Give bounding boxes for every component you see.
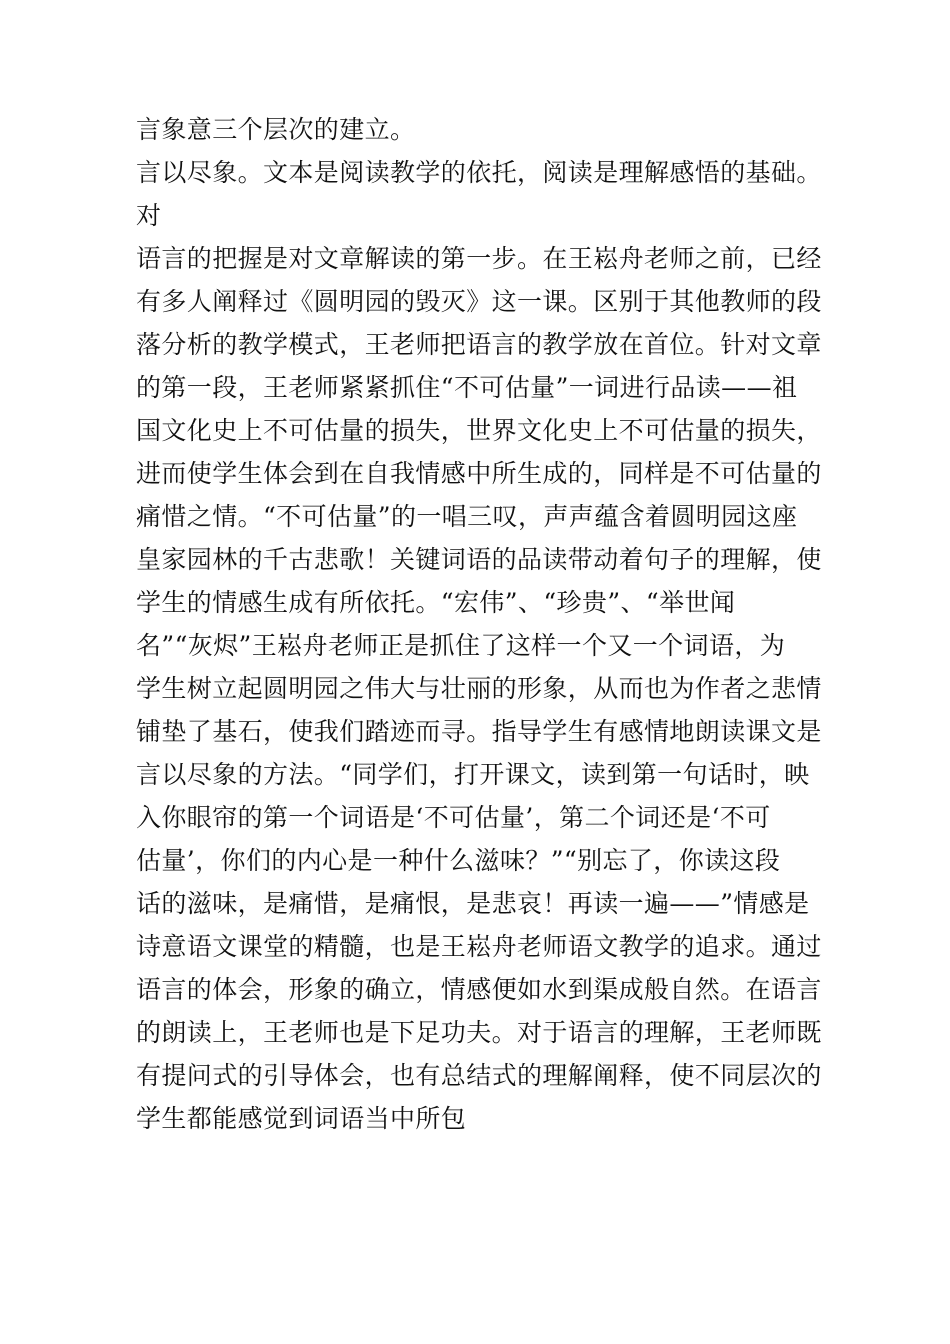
text-line: 估量’，你们的内心是一种什么滋味？”“别忘了，你读这段 [136, 846, 781, 875]
text-line: 学生的情感生成有所依托。“宏伟”、“珍贵”、“举世闻 [136, 588, 736, 617]
text-line: 入你眼帘的第一个词语是‘不可估量’，第二个词还是‘不可 [136, 803, 771, 832]
text-line: 有多人阐释过《圆明园的毁灭》这一课。区别于其他教师的段 [136, 287, 822, 316]
text-line: 落分析的教学模式，王老师把语言的教学放在首位。针对文章 [136, 330, 822, 359]
text-line: 名”“灰烬”王崧舟老师正是抓住了这样一个又一个词语，为 [136, 631, 786, 660]
text-line: 国文化史上不可估量的损失，世界文化史上不可估量的损失， [136, 416, 822, 445]
text-line: 语言的体会，形象的确立，情感便如水到渠成般自然。在语言 [136, 975, 822, 1004]
text-line: 铺垫了基石，使我们踏迹而寻。指导学生有感情地朗读课文是 [136, 717, 822, 746]
text-line: 语言的把握是对文章解读的第一步。在王崧舟老师之前，已经 [136, 244, 822, 273]
body-text [136, 108, 856, 1140]
text-line: 有提问式的引导体会，也有总结式的理解阐释，使不同层次的 [136, 1061, 822, 1090]
text-line: 的第一段，王老师紧紧抓住“不可估量”一词进行品读——祖 [136, 373, 798, 402]
text-line: 话的滋味，是痛惜，是痛恨，是悲哀！再读一遍——”情感是 [136, 889, 810, 918]
text-line: 对 [136, 201, 162, 230]
text-line: 言象意三个层次的建立。 [136, 115, 416, 144]
text-line: 诗意语文课堂的精髓，也是王崧舟老师语文教学的追求。通过 [136, 932, 822, 961]
text-line: 学生树立起圆明园之伟大与壮丽的形象，从而也为作者之悲情 [136, 674, 822, 703]
text-line: 学生都能感觉到词语当中所包 [136, 1104, 467, 1133]
text-line: 皇家园林的千古悲歌！关键词语的品读带动着句子的理解，使 [136, 545, 822, 574]
text-line: 言以尽象。文本是阅读教学的依托，阅读是理解感悟的基础。 [136, 158, 822, 187]
text-line: 的朗读上，王老师也是下足功夫。对于语言的理解，王老师既 [136, 1018, 822, 1047]
text-line: 痛惜之情。“不可估量”的一唱三叹，声声蕴含着圆明园这座 [136, 502, 798, 531]
text-line: 进而使学生体会到在自我情感中所生成的，同样是不可估量的 [136, 459, 822, 488]
text-line: 言以尽象的方法。“同学们，打开课文，读到第一句话时，映 [136, 760, 810, 789]
